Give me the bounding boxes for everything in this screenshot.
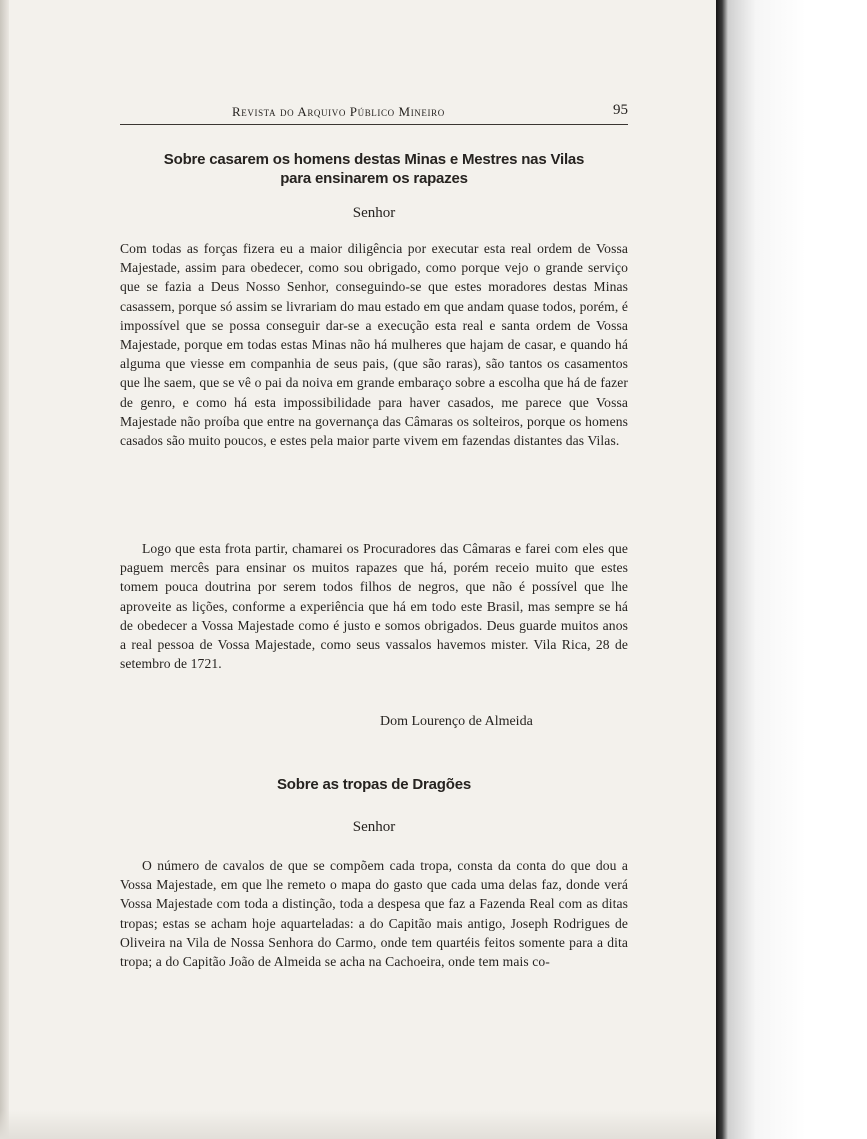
section-title-marriage-line2: para ensinarem os rapazes [280, 170, 468, 187]
page-header [120, 100, 628, 125]
salutation: Senhor [352, 819, 396, 835]
paragraph: O número de cavalos de que se compõem cada tropa, consta da conta do que dou a Vossa Majestade, em que lhe remeto o mapa do gasto que cada uma delas faz, donde verá Vossa Majestade com toda a distinção, toda a despesa que faz a Fazenda Real com as ditas tropas; estas se acham hoje aquarteladas: a do Capitão mais antigo, Joseph Rodrigues de Oliveira na Vila de Nossa Senhora do Carmo, onde tem quartéis feitos somente para a dita tropa; a do Capitão João de Almeida se acha na Cachoeira, onde tem mais co- [120, 858, 628, 970]
signature: Dom Lourenço de Almeida [380, 714, 533, 729]
section-title-marriage-line1: Sobre casarem os homens destas Minas e Mestres nas Vilas [163, 151, 585, 168]
section-title-dragoons: Sobre as tropas de Dragões [276, 776, 472, 793]
book-gutter-shadow [716, 0, 867, 1139]
page-bottom-shade [0, 1110, 716, 1139]
page-number: 95 [613, 102, 628, 118]
paragraph: Logo que esta frota partir, chamarei os Procuradores das Câmaras e farei com eles que paguem mercês para ensinar os muitos rapazes que há, porém receio muito que estes tomem pouca doutrina por serem todos filhos de negros, que não é possível que lhe aproveite as lições, conforme a experiência que há em todo este Brasil, mas sempre se há de obedecer a Vossa Majestade como é justo e somos obrigados. Deus guarde muitos anos a real pessoa de Vossa Majestade, como seus vassalos havemos mister. Vila Rica, 28 de setembro de 1721. [120, 541, 628, 672]
running-head: Revista do Arquivo Público Mineiro [232, 104, 445, 119]
page-left-edge [0, 0, 9, 1139]
salutation: Senhor [352, 205, 396, 221]
paragraph: Com todas as forças fizera eu a maior diligência por executar esta real ordem de Vossa Majestade, assim para obedecer, como sou obrigado, como porque vejo o grande serviço que se fazia a Deus Nosso Senhor, conseguindo-se que estes moradores destas Minas casassem, porque só assim se livrariam do mau estado em que andam quase todos, porém, é impossível que se possa conseguir dar-se a execução esta real e santa ordem de Vossa Majestade, porque em todas estas Minas não há mulheres que hajam de casar, e quando há alguma que viesse em companhia de seus pais, (que são raras), são tantos os casamentos que lhe saem, que se vê o pai da noiva em grande embaraço sobre a escolha que há de fazer de genro, e como há esta impossibilidade para haver casados, me parece que Vossa Majestade não proíba que entre na governança das Câmaras os solteiros, porque os homens casados são muito poucos, e estes pela maior parte vivem em fazendas distantes das Vilas. [120, 241, 628, 449]
